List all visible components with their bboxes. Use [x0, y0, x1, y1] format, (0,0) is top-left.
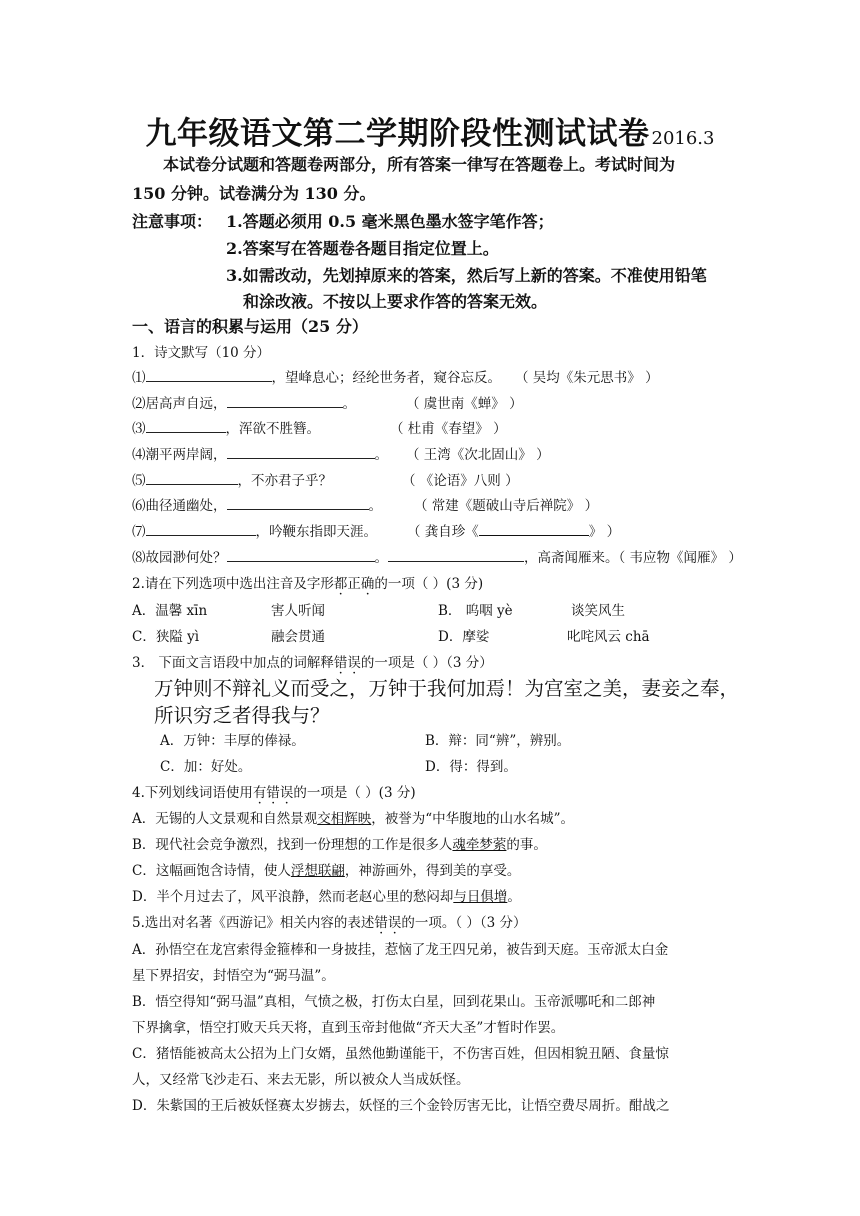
q1-item-4: ⑷潮平两岸阔， 。 （ 王湾《次北固山》 ） — [132, 447, 550, 463]
q3-passage-line-2: 所识穷乏者得我与？ — [154, 704, 330, 727]
intro-line-2: 150 分钟。试卷满分为 130 分。 — [132, 184, 376, 203]
q1-item-5: ⑸ ，不亦君子乎？ （ 《论语》八则 ） — [132, 473, 519, 489]
answer-blank — [479, 523, 589, 536]
q1-item-1: ⑴ ，望峰息心；经纶世务者，窥谷忘反。 （ 吴均《朱元思书》 ） — [132, 370, 659, 386]
q2-option-b: B． 呜咽 yè — [438, 603, 513, 619]
q4-option-b: B．现代社会竞争激烈，找到一份理想的工作是很多人魂牵梦萦的事。 — [132, 837, 547, 853]
answer-blank — [227, 395, 343, 408]
q3-passage-line-1: 万钟则不辩礼义而受之，万钟于我何加焉！为宫室之美，妻妾之奉， — [154, 677, 740, 700]
q4-option-d: D．半个月过去了，风平浪静，然而老赵心里的愁闷却与日俱增。 — [132, 889, 521, 905]
answer-blank — [146, 420, 226, 433]
q5-line-6: 人，又经常飞沙走石、来去无影，所以被众人当成妖怪。 — [132, 1072, 470, 1088]
q1-item-7: ⑺ ，吟鞭东指即天涯。 （ 龚自珍《 》 ） — [132, 524, 621, 540]
q3-option-a: A．万钟：丰厚的俸禄。 — [160, 733, 305, 749]
notice-item-3: 3.如需改动，先划掉原来的答案，然后写上新的答案。不准使用铅笔 — [226, 266, 707, 285]
answer-blank — [146, 369, 272, 382]
answer-blank — [227, 446, 375, 459]
q2-option-c: C．狭隘 yì — [132, 629, 200, 645]
exam-title: 九年级语文第二学期阶段性测试试卷 — [145, 116, 650, 152]
q1-heading: 1．诗文默写（10 分） — [132, 345, 271, 361]
exam-header — [0, 108, 860, 153]
q5-line-3: B．悟空得知“弼马温”真相，气愤之极，打伤太白星，回到花果山。玉帝派哪吒和二郎神 — [132, 994, 656, 1010]
q2-option-b-word: 谈笑风生 — [571, 603, 625, 619]
q2-option-d-word: 叱咤风云 chā — [567, 629, 650, 645]
q5-line-4: 下界擒拿，悟空打败天兵天将，直到玉帝封他做“齐天大圣”才暂时作罢。 — [132, 1020, 565, 1036]
q5-line-1: A．孙悟空在龙宫索得金箍棒和一身披挂，惹恼了龙王四兄弟，被告到天庭。玉帝派太白金 — [132, 942, 669, 958]
q2-option-d: D．摩娑 — [438, 629, 490, 645]
q5-line-7: D．朱紫国的王后被妖怪赛太岁掳去，妖怪的三个金铃厉害无比，让悟空费尽周折。酣战之 — [132, 1098, 670, 1114]
q2-option-a: A．温馨 xīn — [132, 603, 208, 619]
q1-item-2: ⑵居高声自远， 。 （ 虞世南《蝉》 ） — [132, 396, 523, 412]
q5-line-2: 星下界招安，封悟空为“弼马温”。 — [132, 968, 335, 984]
intro-line-1: 本试卷分试题和答题卷两部分，所有答案一律写在答题卷上。考试时间为 — [163, 155, 676, 174]
notice-item-2: 2.答案写在答题卷各题目指定位置上。 — [226, 239, 499, 258]
q2-option-a-word: 害人听闻 — [271, 603, 325, 619]
q3-heading: 3． 下面文言语段中加点的词解释错误的一项是（ ）（3 分） — [132, 655, 493, 671]
q2-heading: 2.请在下列选项中选出注音及字形都正确的一项（ ）(3 分) — [132, 576, 484, 592]
q1-item-8: ⑻故园渺何处？ 。 ，高斋闻雁来。（ 韦应物《闻雁》 ） — [132, 550, 742, 566]
q3-option-d: D．得：得到。 — [425, 759, 517, 775]
q1-item-3: ⑶ ，浑欲不胜簪。 （ 杜甫《春望》 ） — [132, 421, 507, 437]
answer-blank — [146, 523, 256, 536]
notice-label: 注意事项： — [132, 212, 213, 231]
section-heading: 一、语言的积累与运用（25 分） — [132, 317, 368, 336]
q4-option-a: A．无锡的人文景观和自然景观交相辉映，被誉为“中华腹地的山水名城”。 — [132, 811, 575, 827]
q4-heading: 4.下列划线词语使用有错误的一项是（ ）(3 分) — [132, 785, 416, 801]
q1-item-6: ⑹曲径通幽处， 。 （ 常建《题破山寺后禅院》 ） — [132, 498, 599, 514]
q5-line-5: C．猪悟能被高太公招为上门女婿，虽然他勤谨能干，不伤害百姓，但因相貌丑陋、食量惊 — [132, 1046, 669, 1062]
q3-option-b: B．辩：同“辨”，辨别。 — [425, 733, 571, 749]
notice-item-1: 1.答题必须用 0.5 毫米黑色墨水签字笔作答； — [226, 212, 554, 231]
answer-blank — [227, 549, 375, 562]
answer-blank — [388, 549, 524, 562]
notice-item-3-cont: 和涂改液。不按以上要求作答的答案无效。 — [243, 292, 548, 311]
answer-blank — [227, 497, 369, 510]
q2-option-c-word: 融会贯通 — [271, 629, 325, 645]
exam-date: 2016.3 — [651, 128, 715, 149]
q3-option-c: C．加：好处。 — [160, 759, 252, 775]
q4-option-c: C．这幅画饱含诗情，使人浮想联翩，神游画外，得到美的享受。 — [132, 863, 521, 879]
answer-blank — [146, 472, 238, 485]
q5-heading: 5.选出对名著《西游记》相关内容的表述错误的一项。（ ）（3 分） — [132, 915, 527, 931]
